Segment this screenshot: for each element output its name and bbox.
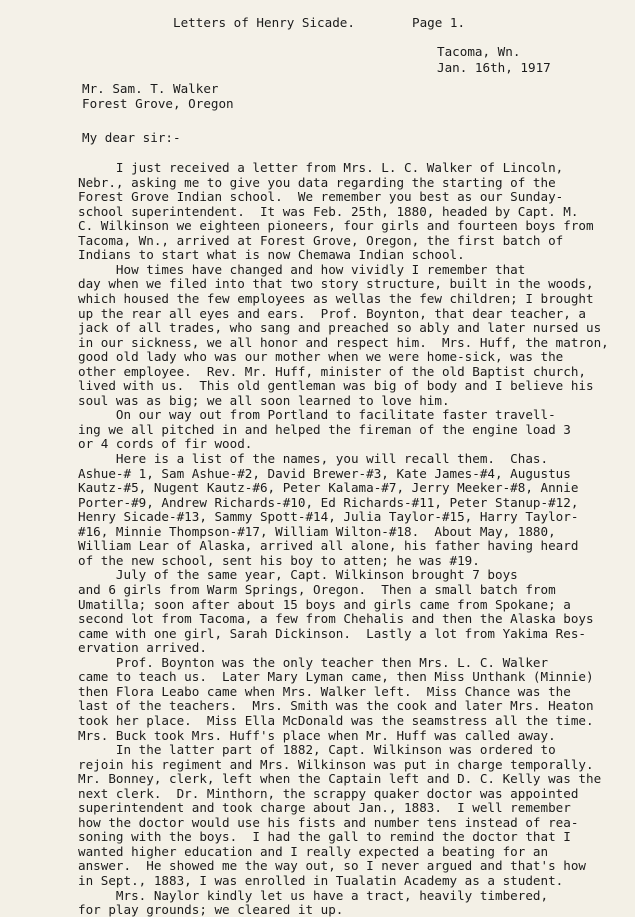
body-line: and 6 girls from Warm Springs, Oregon. Then a small batch from (78, 582, 556, 597)
body-line: how the doctor would use his fists and number tens instead of rea- (78, 814, 579, 830)
body-line: soning with the boys. I had the gall to remind the doctor that I (78, 829, 571, 845)
body-line: Here is a list of the names, you will recall them. Chas. (78, 451, 549, 466)
body-line: which housed the few employees as wellas the few children; I brought (78, 291, 594, 306)
body-line: Ashue-# 1, Sam Ashue-#2, David Brewer-#3, Kate James-#4, Augustus (78, 465, 571, 481)
body-line: day when we filed into that two story structure, built in the woods, (78, 276, 594, 292)
body-line: lived with us. This old gentleman was big of body and I believe his (78, 378, 594, 394)
body-line: in our sickness, we all honor and respect him. Mrs. Huff, the matron, (78, 334, 609, 350)
body-line: came to teach us. Later Mary Lyman came, then Miss Unthank (Minnie) (78, 669, 594, 685)
body-line: took her place. Miss Ella McDonald was the seamstress all the time. (78, 712, 594, 728)
letter-date: Jan. 16th, 1917 (437, 60, 551, 75)
letter-title: Letters of Henry Sicade. (173, 15, 355, 30)
body-line: Tacoma, Wn., arrived at Forest Grove, Oregon, the first batch of (78, 232, 564, 248)
body-line: Mr. Bonney, clerk, left when the Captain left and D. C. Kelly was the (78, 771, 602, 787)
body-line: Nebr., asking me to give you data regarding the starting of the (78, 174, 556, 190)
body-line: or 4 cords of fir wood. (78, 436, 253, 452)
body-line: Indians to start what is now Chemawa Indian school. (78, 247, 465, 263)
body-line: superintendent and took charge about Jan., 1883. I well remember (78, 800, 571, 816)
salutation: My dear sir:- (82, 130, 181, 145)
body-line: Kautz-#5, Nugent Kautz-#6, Peter Kalama-#7, Jerry Meeker-#8, Annie (78, 480, 579, 496)
body-line: other employee. Rev. Mr. Huff, minister of the old Baptist church, (78, 363, 586, 379)
body-line: school superintendent. It was Feb. 25th, 1880, headed by Capt. M. (78, 203, 579, 219)
body-line: came with one girl, Sarah Dickinson. Lastly a lot from Yakima Res- (78, 625, 586, 641)
body-line: Henry Sicade-#13, Sammy Spott-#14, Julia Taylor-#15, Harry Taylor- (78, 509, 579, 525)
body-line: for play grounds; we cleared it up. (78, 902, 344, 917)
body-line: rejoin his regiment and Mrs. Wilkinson was put in charge temporally. (78, 756, 594, 772)
body-line: How times have changed and how vividly I remember that (78, 261, 526, 277)
body-line: good old lady who was our mother when we were home-sick, was the (78, 349, 564, 365)
body-line: last of the teachers. Mrs. Smith was the cook and later Mrs. Heaton (78, 698, 594, 714)
letter-place: Tacoma, Wn. (437, 44, 521, 59)
body-line: On our way out from Portland to facilitate faster travell- (78, 407, 556, 423)
body-line: answer. He showed me the way out, so I never argued and that's how (78, 858, 586, 874)
body-line: ing we all pitched in and helped the fireman of the engine load 3 (78, 421, 571, 437)
body-line: Forest Grove Indian school. We remember you best as our Sunday- (78, 189, 564, 205)
body-line: Mrs. Buck took Mrs. Huff's place when Mr. Huff was called away. (78, 727, 556, 743)
body-line: July of the same year, Capt. Wilkinson brought 7 boys (78, 567, 518, 583)
body-line: up the rear all eyes and ears. Prof. Boynton, that dear teacher, a (78, 305, 586, 321)
body-line: wanted higher education and I really expected a beating for an (78, 843, 549, 859)
recipient-name: Mr. Sam. T. Walker (82, 81, 219, 96)
body-line: Porter-#9, Andrew Richards-#10, Ed Richards-#11, Peter Stanup-#12, (78, 494, 579, 510)
body-line: soul was as big; we all soon learned to love him. (78, 392, 450, 408)
body-line: Prof. Boynton was the only teacher then Mrs. L. C. Walker (78, 654, 549, 670)
body-line: #16, Minnie Thompson-#17, William Wilton-#18. About May, 1880, (78, 523, 556, 539)
body-line: Umatilla; soon after about 15 boys and girls came from Spokane; a (78, 596, 571, 612)
body-line: in Sept., 1883, I was enrolled in Tualatin Academy as a student. (78, 873, 564, 888)
page-number: Page 1. (412, 15, 466, 30)
body-line: William Lear of Alaska, arrived all alone, his father having heard (78, 538, 579, 554)
body-line: next clerk. Dr. Minthorn, the scrappy quaker doctor was appointed (78, 785, 579, 801)
body-line: ervation arrived. (78, 640, 207, 656)
body-line: C. Wilkinson we eighteen pioneers, four girls and fourteen boys from (78, 218, 594, 234)
body-line: I just received a letter from Mrs. L. C. Walker of Lincoln, (78, 160, 564, 175)
body-line: second lot from Tacoma, a few from Chehalis and then the Alaska boys (78, 611, 594, 626)
body-line: then Flora Leabo came when Mrs. Walker left. Miss Chance was the (78, 683, 571, 699)
body-line: In the latter part of 1882, Capt. Wilkinson was ordered to (78, 742, 556, 757)
body-line: of the new school, sent his boy to atten; he was #19. (78, 552, 480, 568)
body-line: jack of all trades, who sang and preached so ably and later nursed us (78, 320, 602, 336)
recipient-address: Forest Grove, Oregon (82, 96, 234, 111)
body-line: Mrs. Naylor kindly let us have a tract, heavily timbered, (78, 887, 549, 903)
